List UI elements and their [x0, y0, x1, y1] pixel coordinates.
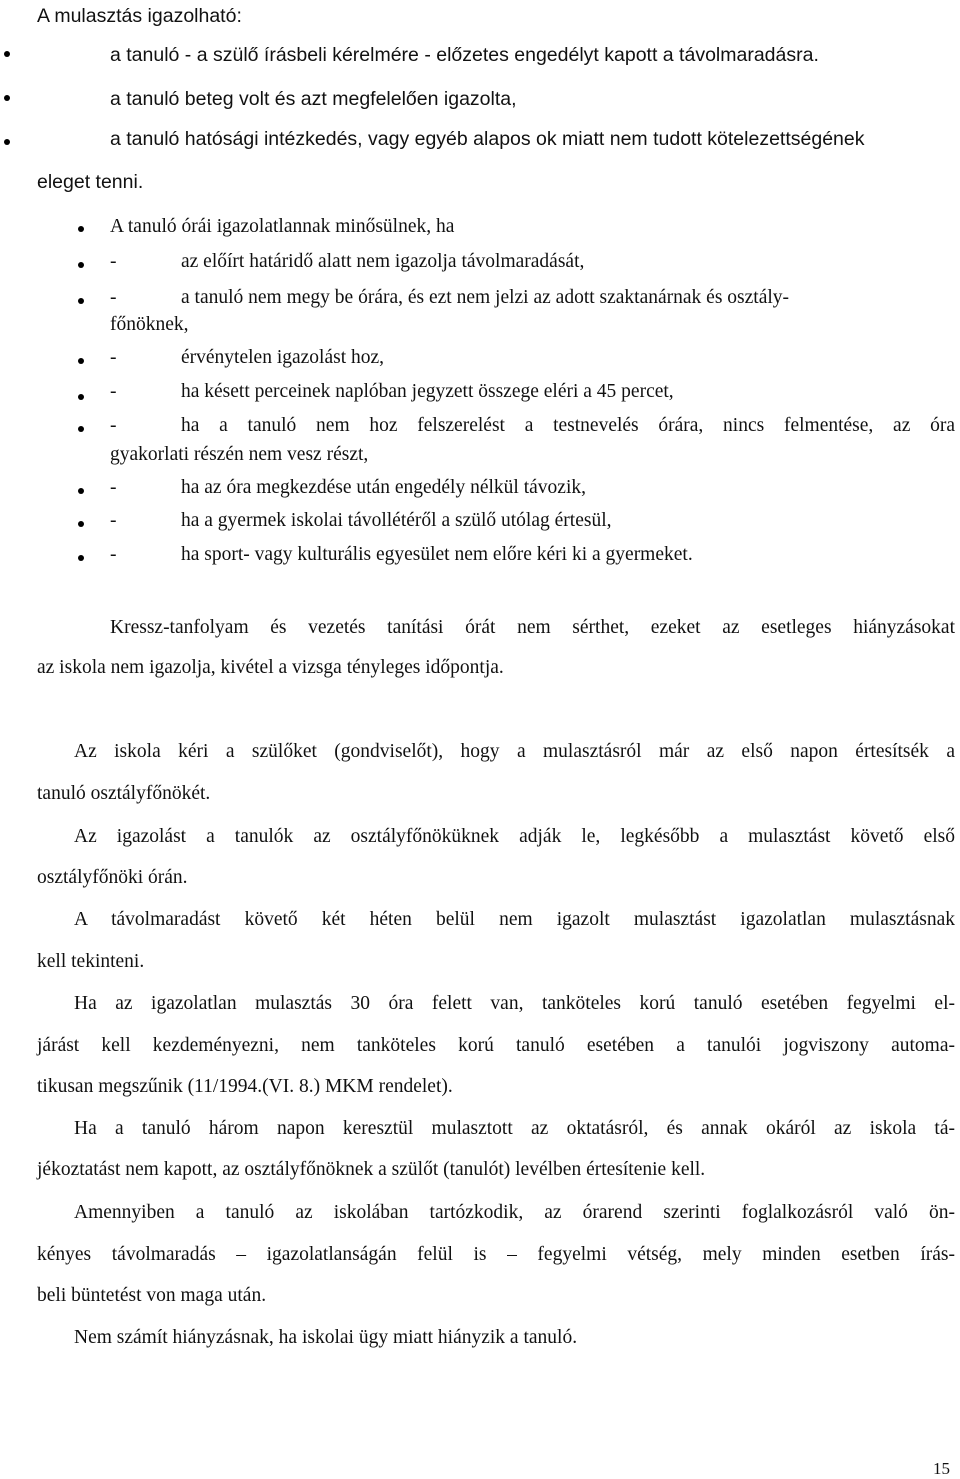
section-intro: A tanuló órái igazolatlannak minősülnek, ha	[110, 216, 455, 237]
section-heading: A mulasztás igazolható:	[37, 5, 242, 27]
paragraph-line: kényes távolmaradás – igazolatlanságán felül is – fegyelmi vétség, mely minden esetben írás-	[37, 1244, 955, 1265]
bullet-icon	[78, 358, 84, 364]
paragraph-line: beli büntetést von maga után.	[37, 1285, 267, 1306]
list-item: a tanuló beteg volt és azt megfelelően igazolta,	[110, 88, 517, 110]
paragraph-line: Az iskola kéri a szülőket (gondviselőt), hogy a mulasztásról már az első napon értesítsék a	[74, 741, 955, 762]
dash-marker: -	[110, 347, 117, 368]
paragraph-line: Ha az igazolatlan mulasztás 30 óra felett van, tanköteles korú tanuló esetében fegyelmi el-	[74, 993, 955, 1014]
list-item: az előírt határidő alatt nem igazolja távolmaradását,	[181, 251, 585, 272]
dash-marker: -	[110, 544, 117, 565]
bullet-icon	[78, 394, 84, 400]
page-number: 15	[933, 1459, 950, 1478]
paragraph-line: tanuló osztályfőnökét.	[37, 783, 211, 804]
paragraph-line: kell tekinteni.	[37, 951, 145, 972]
dash-marker: -	[110, 251, 117, 272]
list-item: a tanuló - a szülő írásbeli kérelmére - előzetes engedélyt kapott a távolmaradásra.	[110, 44, 819, 66]
paragraph-line: Az igazolást a tanulók az osztályfőnöküknek adják le, legkésőbb a mulasztást követő első	[74, 826, 955, 847]
list-item: ha késett perceinek naplóban jegyzett összege eléri a 45 percet,	[181, 381, 674, 402]
paragraph-line: A távolmaradást követő két héten belül nem igazolt mulasztást igazolatlan mulasztásnak	[74, 909, 955, 930]
paragraph-line: Kressz-tanfolyam és vezetés tanítási órát nem sérthet, ezeket az esetleges hiányzásokat	[110, 617, 955, 638]
dash-marker: -	[110, 381, 117, 402]
dash-marker: -	[110, 287, 117, 308]
paragraph-line: Nem számít hiányzásnak, ha iskolai ügy miatt hiányzik a tanuló.	[74, 1327, 578, 1348]
bullet-icon	[78, 262, 84, 268]
bullet-icon	[78, 298, 84, 304]
dash-marker: -	[110, 415, 117, 436]
bullet-icon	[78, 521, 84, 527]
paragraph-line: jékoztatást nem kapott, az osztályfőnöknek a szülőt (tanulót) levélben értesítenie kell.	[37, 1159, 706, 1180]
bullet-icon	[4, 95, 10, 101]
paragraph-line: Amennyiben a tanuló az iskolában tartózkodik, az órarend szerinti foglalkozásról való ön-	[74, 1202, 955, 1223]
bullet-icon	[4, 139, 10, 145]
list-item: ha sport- vagy kulturális egyesület nem előre kéri ki a gyermeket.	[181, 544, 693, 565]
bullet-icon	[78, 555, 84, 561]
list-item: ha a gyermek iskolai távollétéről a szülő utólag értesül,	[181, 510, 612, 531]
paragraph-line: osztályfőnöki órán.	[37, 867, 188, 888]
list-item: a tanuló hatósági intézkedés, vagy egyéb alapos ok miatt nem tudott kötelezettségének	[110, 128, 865, 150]
list-item: a tanuló nem megy be órára, és ezt nem jelzi az adott szaktanárnak és osztály-	[181, 287, 790, 308]
bullet-icon	[4, 51, 10, 57]
list-item: érvénytelen igazolást hoz,	[181, 347, 385, 368]
list-item-continuation: gyakorlati részén nem vesz részt,	[110, 444, 369, 465]
bullet-icon	[78, 226, 84, 232]
dash-marker: -	[110, 510, 117, 531]
list-item: ha az óra megkezdése után engedély nélkül távozik,	[181, 477, 586, 498]
bullet-icon	[78, 426, 84, 432]
list-item: ha a tanuló nem hoz felszerelést a testnevelés órára, nincs felmentése, az óra	[181, 415, 955, 436]
list-item-continuation: eleget tenni.	[37, 171, 144, 193]
bullet-icon	[78, 488, 84, 494]
paragraph-line: járást kell kezdeményezni, nem tanköteles korú tanuló esetében a tanulói jogviszony automa-	[37, 1035, 955, 1056]
paragraph-line: Ha a tanuló három napon keresztül mulasztott az oktatásról, és annak okáról az iskola tá-	[74, 1118, 955, 1139]
paragraph-line: az iskola nem igazolja, kivétel a vizsga tényleges időpontja.	[37, 657, 504, 678]
list-item-continuation: főnöknek,	[110, 314, 189, 335]
paragraph-line: tikusan megszűnik (11/1994.(VI. 8.) MKM rendelet).	[37, 1076, 453, 1097]
dash-marker: -	[110, 477, 117, 498]
